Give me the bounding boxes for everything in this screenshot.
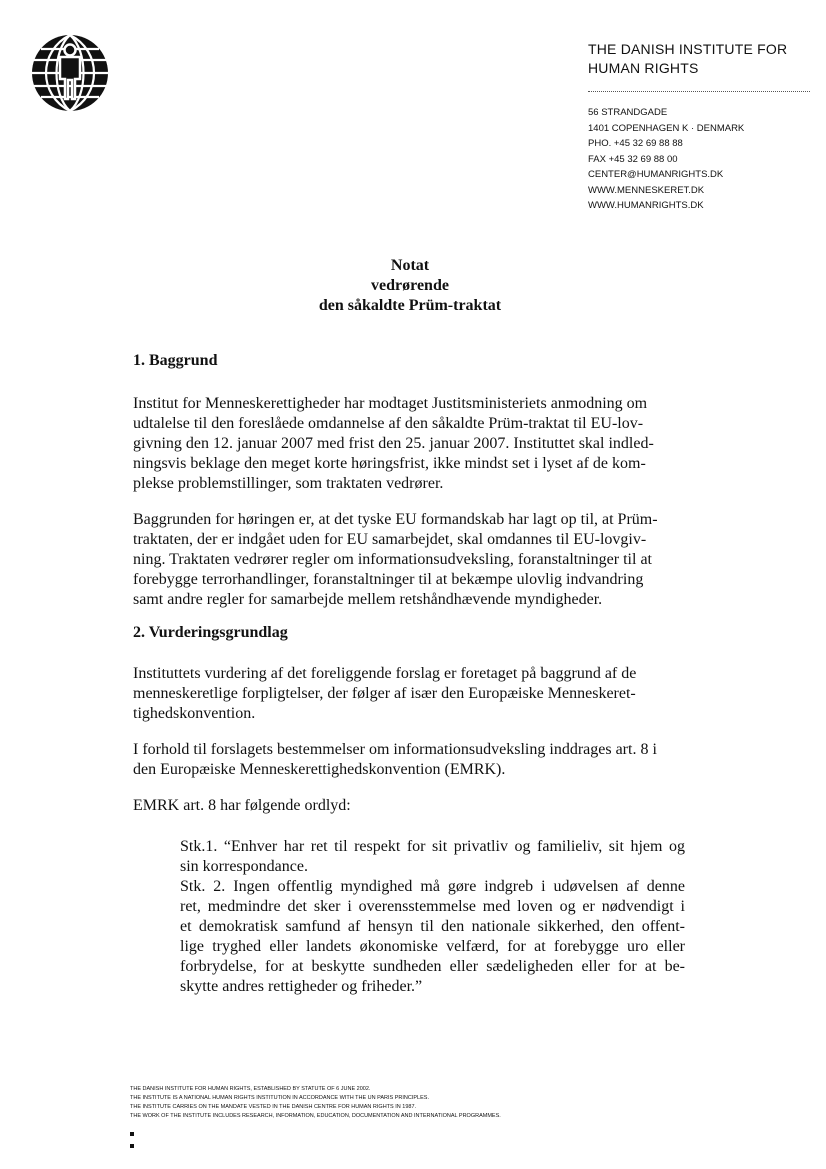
text-line: forebygge terrorhandlinger, foranstaltninger til at bekæmpe ulovlig indvandring bbox=[133, 571, 644, 588]
footer-line: THE WORK OF THE INSTITUTE INCLUDES RESEARCH, INFORMATION, EDUCATION, DOCUMENTATION AND INTERNATIONAL PROGRAMMES. bbox=[130, 1113, 501, 1119]
footer-statute bbox=[130, 1085, 630, 1121]
address-street: 56 STRANDGADE bbox=[588, 107, 668, 118]
footer-line: THE DANISH INSTITUTE FOR HUMAN RIGHTS, ESTABLISHED BY STATUTE OF 6 JUNE 2002. bbox=[130, 1086, 371, 1092]
address-email: CENTER@HUMANRIGHTS.DK bbox=[588, 169, 724, 180]
footer-bullet bbox=[130, 1132, 134, 1136]
document-title bbox=[250, 256, 570, 316]
paragraph bbox=[133, 796, 678, 816]
institute-name-line: HUMAN RIGHTS bbox=[588, 60, 699, 76]
text-line: plekse problemstillinger, som traktaten vedrører. bbox=[133, 475, 444, 492]
address-website: WWW.MENNESKERET.DK bbox=[588, 184, 705, 196]
paragraph bbox=[133, 664, 678, 724]
quote-line: forbrydelse, for at beskytte sundheden eller sædeligheden eller for at be- bbox=[180, 958, 685, 975]
address-phone: PHO. +45 32 69 88 88 bbox=[588, 138, 683, 149]
text-line: Baggrunden for høringen er, at det tyske EU formandskab har lagt op til, at Prüm- bbox=[133, 511, 658, 528]
paragraph bbox=[133, 394, 678, 494]
text-line: traktaten, der er indgået uden for EU samarbejdet, skal omdannes til EU-lovgiv- bbox=[133, 531, 647, 548]
text-line: I forhold til forslagets bestemmelser om informationsudveksling inddrages art. 8 i bbox=[133, 741, 657, 758]
institute-name-line: THE DANISH INSTITUTE FOR bbox=[588, 41, 788, 57]
text-line: Institut for Menneskerettigheder har modtaget Justitsministeriets anmodning om bbox=[133, 395, 648, 412]
quote-line: Stk.1. “Enhver har ret til respekt for sit privatliv og familieliv, sit hjem og bbox=[180, 838, 685, 855]
address-fax: FAX +45 32 69 88 00 bbox=[588, 153, 678, 165]
text-line: samt andre regler for samarbejde mellem retshåndhævende myndigheder. bbox=[133, 591, 603, 608]
title-line: den såkaldte Prüm-traktat bbox=[318, 297, 502, 314]
address-city: 1401 COPENHAGEN K · DENMARK bbox=[588, 122, 745, 134]
quote-line: ret, medmindre det sker i overensstemmelse med loven og er nødvendigt i bbox=[180, 898, 685, 915]
institute-name bbox=[588, 40, 808, 78]
paragraph bbox=[133, 510, 678, 610]
footer-line: THE INSTITUTE CARRIES ON THE MANDATE VESTED IN THE DANISH CENTRE FOR HUMAN RIGHTS IN 1987. bbox=[130, 1104, 417, 1110]
text-line: menneskeretlige forpligtelser, der følger af især den Europæiske Menneskeret- bbox=[133, 685, 636, 702]
header-divider bbox=[588, 91, 810, 92]
section-heading-vurderingsgrundlag: 2. Vurderingsgrundlag bbox=[133, 624, 288, 641]
text-line: udtalelse til den foreslåede omdannelse af den såkaldte Prüm-traktat til EU-lov- bbox=[133, 415, 644, 432]
address-block bbox=[588, 105, 808, 214]
text-line: ning. Traktaten vedrører regler om informationsudveksling, foranstaltninger til at bbox=[133, 551, 652, 568]
emrk-article-8-quote bbox=[180, 837, 685, 997]
title-line: Notat bbox=[390, 257, 430, 274]
footer-bullet bbox=[130, 1144, 134, 1148]
human-figure-globe-icon bbox=[30, 33, 110, 113]
quote-line: lige tryghed eller landets økonomiske velfærd, for at forebygge uro eller bbox=[180, 938, 685, 955]
paragraph bbox=[133, 740, 678, 780]
text-line: Instituttets vurdering af det foreliggende forslag er foretaget på baggrund af de bbox=[133, 665, 637, 682]
text-line: den Europæiske Menneskerettighedskonvention (EMRK). bbox=[133, 761, 506, 778]
section-heading-baggrund: 1. Baggrund bbox=[133, 352, 218, 369]
footer-line: THE INSTITUTE IS A NATIONAL HUMAN RIGHTS INSTITUTION IN ACCORDANCE WITH THE UN PARIS PRINCIPLES. bbox=[130, 1095, 429, 1101]
quote-line: Stk. 2. Ingen offentlig myndighed må gøre indgreb i udøvelsen af denne bbox=[180, 878, 685, 895]
text-line: givning den 12. januar 2007 med frist den 25. januar 2007. Instituttet skal indled- bbox=[133, 435, 654, 452]
quote-line: sin korrespondance. bbox=[180, 858, 308, 875]
address-website: WWW.HUMANRIGHTS.DK bbox=[588, 200, 704, 211]
text-line: tighedskonvention. bbox=[133, 705, 256, 722]
text-line: EMRK art. 8 har følgende ordlyd: bbox=[133, 797, 351, 814]
text-line: ningsvis beklage den meget korte høringsfrist, ikke mindst set i lyset af de kom- bbox=[133, 455, 646, 472]
quote-line: skytte andres rettigheder og friheder.” bbox=[180, 978, 423, 995]
title-line: vedrørende bbox=[371, 277, 449, 294]
quote-line: et demokratisk samfund af hensyn til den nationale sikkerhed, den offent- bbox=[180, 918, 685, 935]
